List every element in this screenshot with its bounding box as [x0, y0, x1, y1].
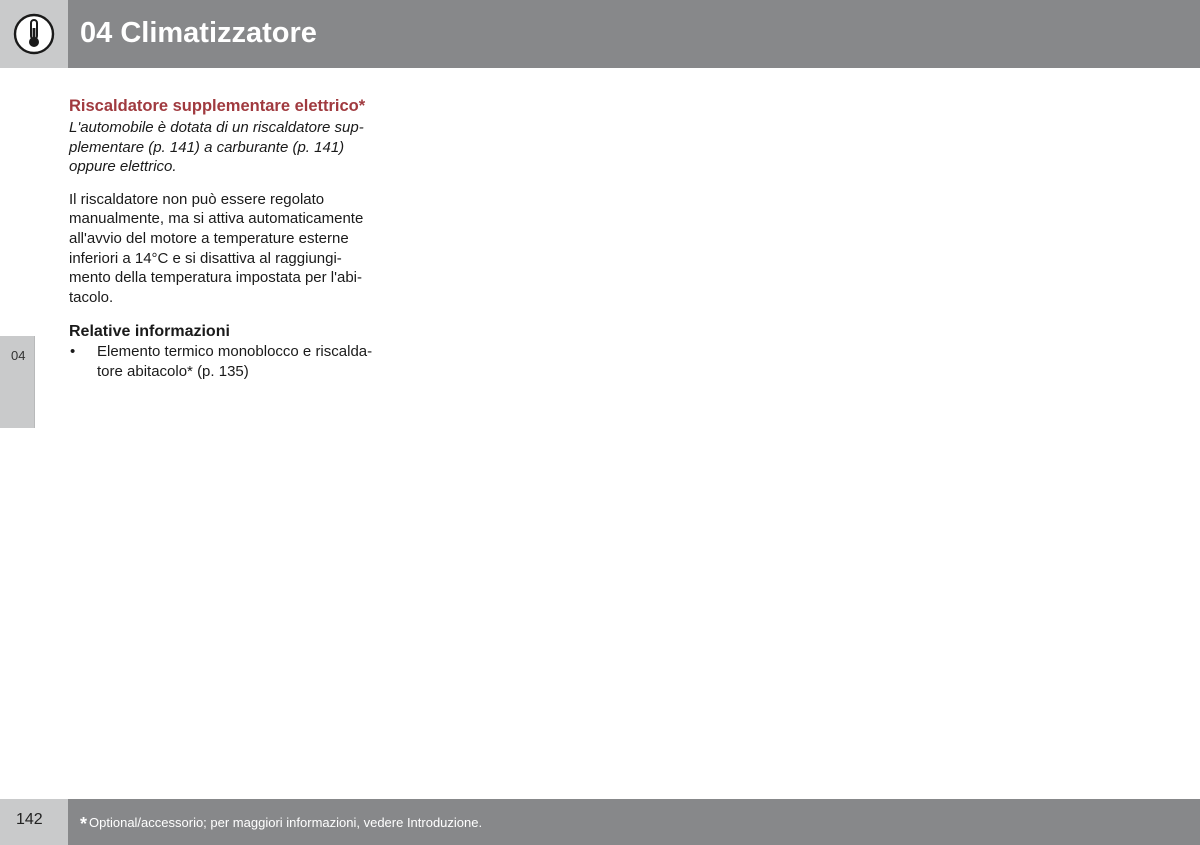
page-number: 142 — [16, 811, 43, 828]
section-heading: Riscaldatore supplementare elettrico* — [69, 97, 366, 115]
content-column — [69, 96, 401, 382]
related-info-heading: Relative informazioni — [69, 323, 230, 341]
intro-line: plementare (p. 141) a carburante (p. 141) — [69, 138, 345, 156]
related-item-line: Elemento termico monoblocco e riscalda- — [97, 343, 373, 361]
intro-paragraph — [69, 118, 401, 177]
chapter-title: 04 Climatizzatore — [80, 17, 317, 49]
body-line: mento della temperatura impostata per l'abi- — [69, 269, 363, 287]
footer-note-text: Optional/accessorio; per maggiori informazioni, vedere Introduzione. — [89, 815, 483, 830]
chapter-side-tab — [0, 336, 35, 428]
footer-note — [80, 814, 482, 835]
related-info-item[interactable] — [69, 342, 401, 381]
body-line: all'avvio del motore a temperature esterne — [69, 229, 349, 247]
body-paragraph — [69, 190, 401, 308]
body-line: manualmente, ma si attiva automaticamente — [69, 210, 364, 228]
related-item-line: tore abitacolo* (p. 135) — [97, 362, 249, 380]
body-line: inferiori a 14°C e si disattiva al raggiungi- — [69, 249, 342, 267]
side-tab-label: 04 — [11, 348, 26, 363]
intro-line: oppure elettrico. — [69, 158, 177, 176]
body-line: tacolo. — [69, 288, 114, 306]
body-line: Il riscaldatore non può essere regolato — [69, 190, 325, 208]
chapter-icon-box — [0, 0, 68, 68]
bullet-icon: • — [70, 343, 76, 361]
related-info-list — [69, 342, 401, 381]
thermometer-icon — [13, 13, 55, 55]
footer-asterisk: * — [80, 814, 88, 834]
intro-line: L'automobile è dotata di un riscaldatore sup- — [69, 119, 364, 136]
footer-page-box — [0, 799, 68, 845]
